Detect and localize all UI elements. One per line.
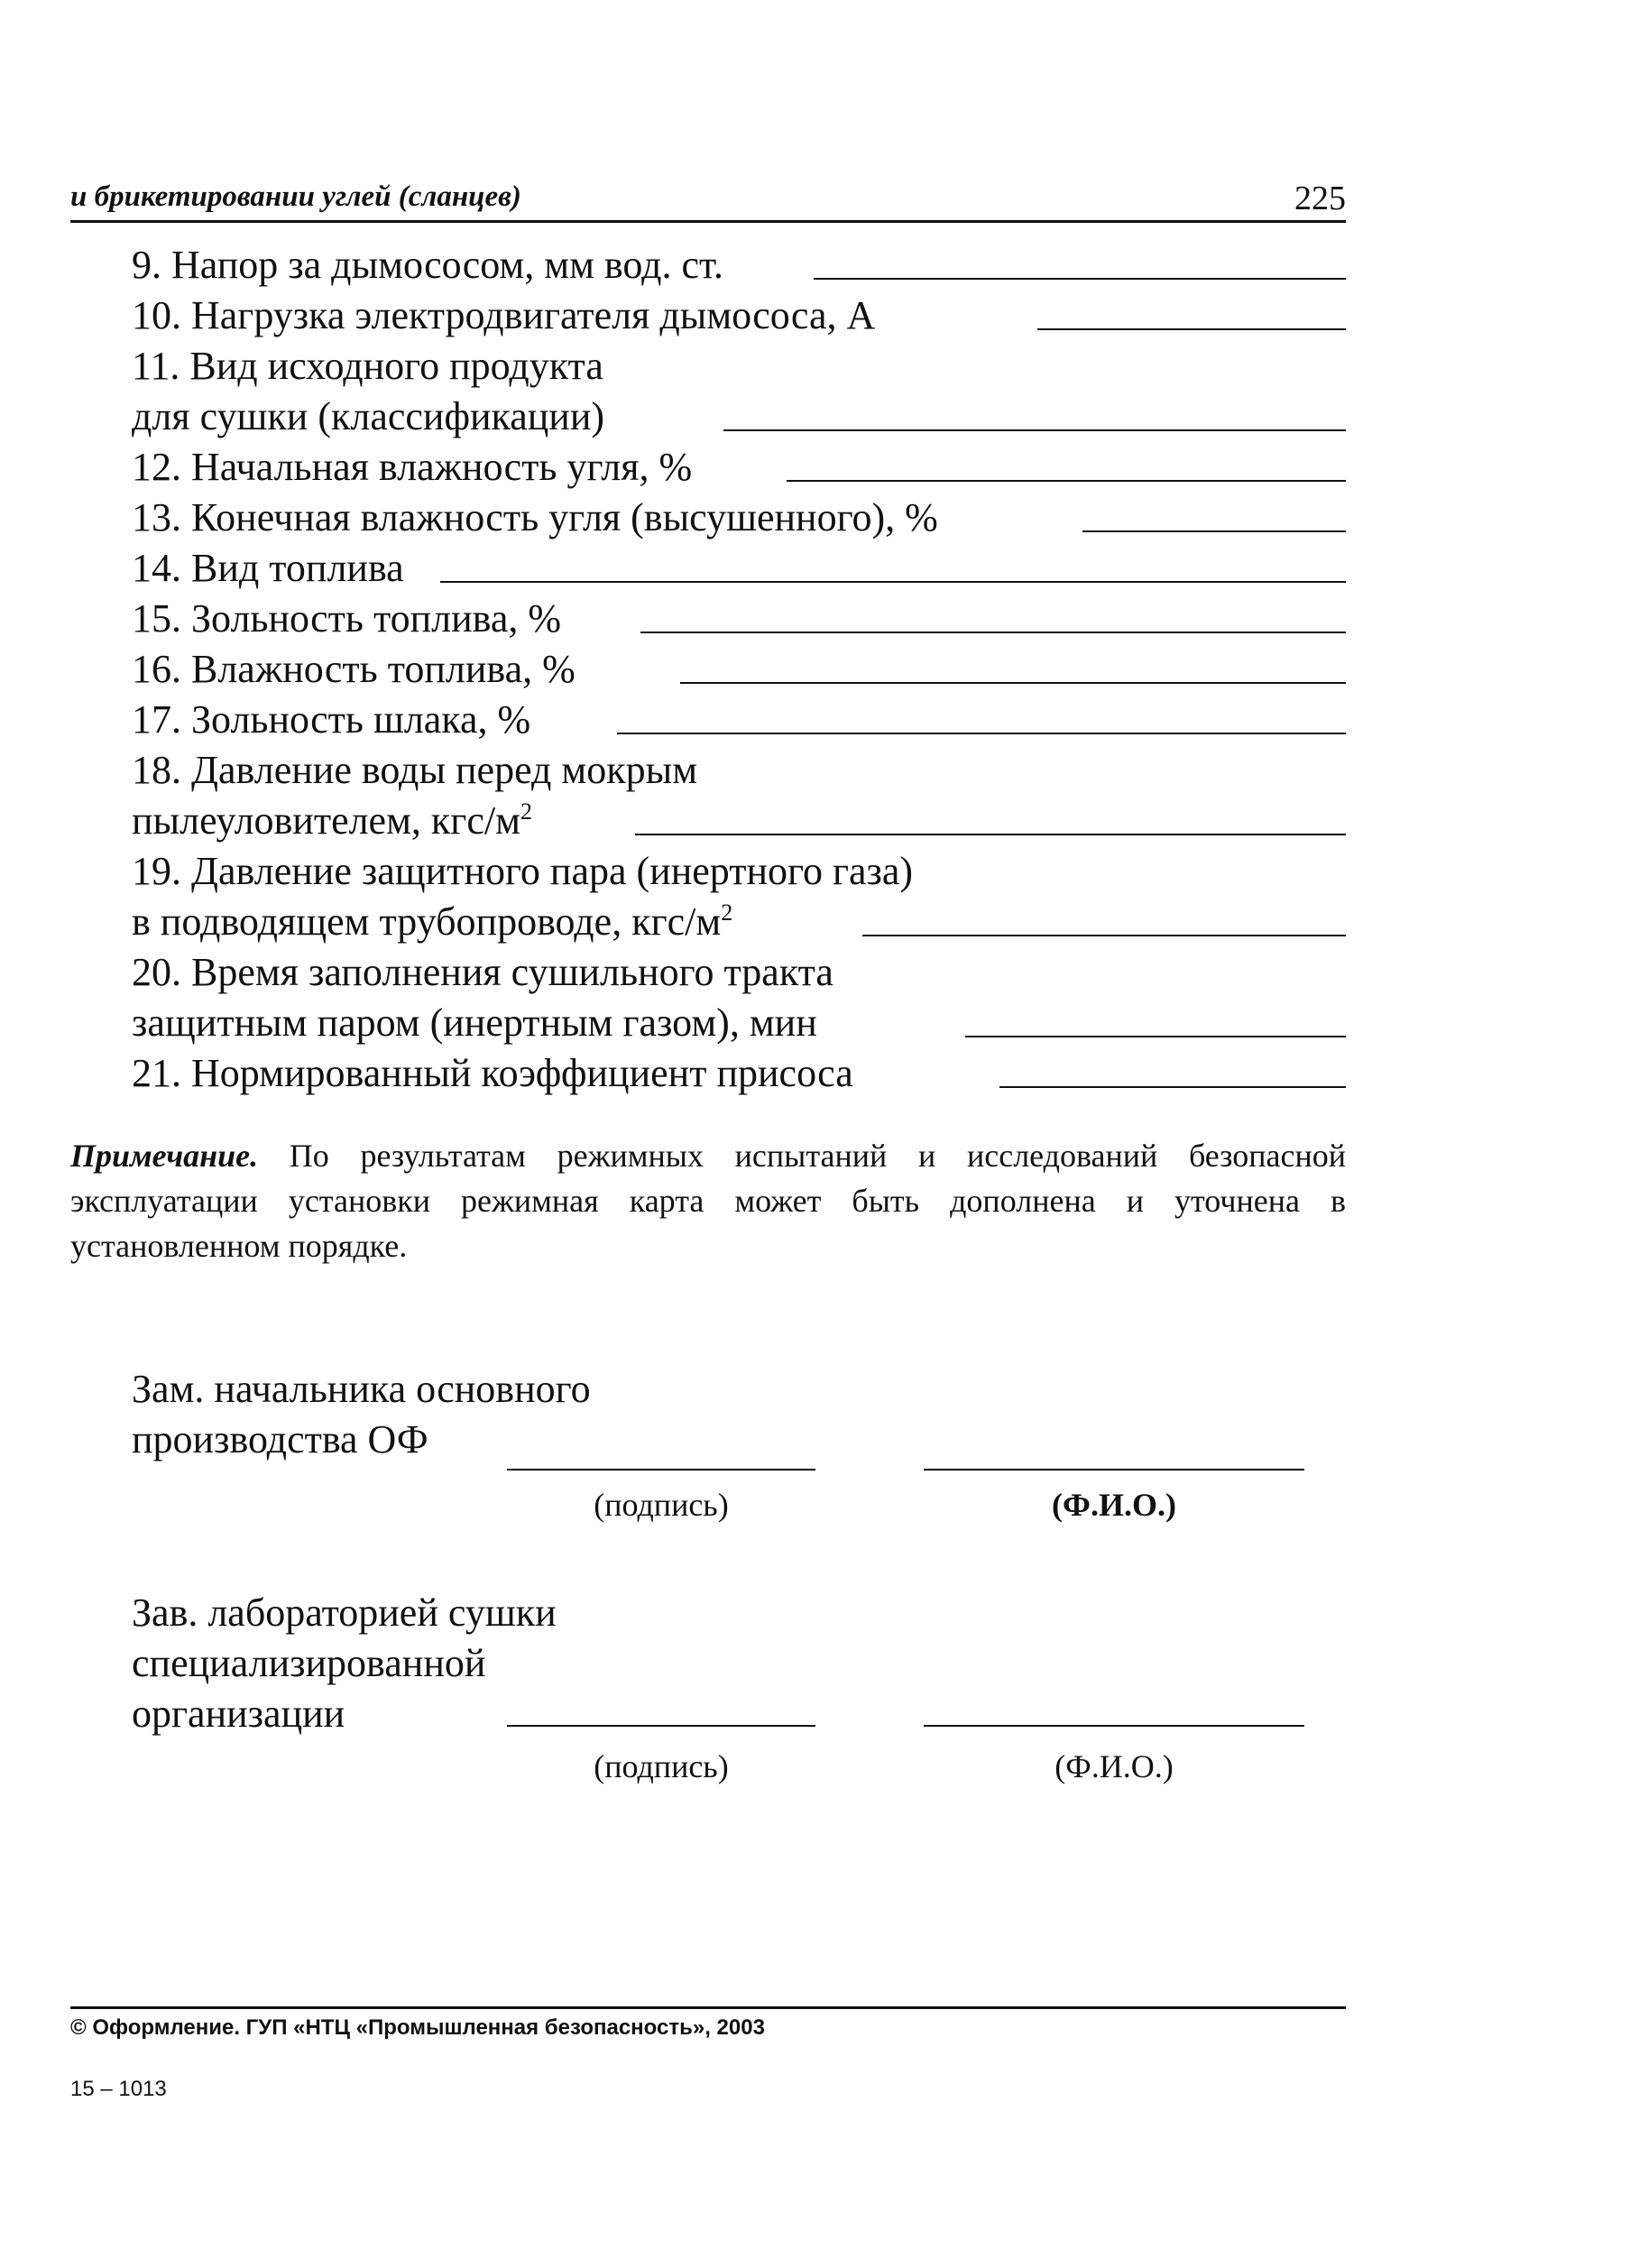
form-item-label: 15. Зольность топлива, % — [132, 596, 562, 641]
note-label: Примечание. — [70, 1138, 259, 1174]
form-item-label: 19. Давление защитного пара (инертного газа) — [132, 849, 914, 893]
note-paragraph — [70, 1133, 1346, 1268]
form-item-20-cont — [132, 998, 1346, 1048]
superscript: 2 — [721, 899, 733, 926]
fill-in-blank — [999, 1086, 1346, 1088]
page-number: 225 — [1294, 180, 1346, 217]
running-title: и брикетировании углей (сланцев) — [70, 180, 521, 213]
form-item-label: 13. Конечная влажность угля (высушенного), % — [132, 495, 938, 539]
signature-title-1: Зам. начальника основного производства ОФ — [132, 1367, 591, 1461]
fill-in-blank — [640, 632, 1346, 633]
form-item-13 — [132, 493, 1346, 543]
signature-mark: 15 – 1013 — [70, 2077, 167, 2101]
form-item-18-cont — [132, 796, 1346, 846]
name-caption-1: (Ф.И.О.) — [1052, 1487, 1176, 1523]
name-line-2 — [924, 1725, 1304, 1727]
fill-in-blank — [440, 581, 1346, 583]
fill-in-blank — [635, 834, 1346, 835]
form-item-label: 14. Вид топлива — [132, 546, 404, 590]
fill-in-blank — [814, 278, 1346, 280]
signature-title-2: Зав. лабораторией сушки специализированной организации — [132, 1590, 557, 1736]
copyright-notice: © Оформление. ГУП «НТЦ «Промышленная безопасность», 2003 — [70, 2015, 765, 2040]
fill-in-blank — [723, 429, 1346, 431]
signature-caption-2: (подпись) — [594, 1748, 729, 1784]
form-item-label: 11. Вид исходного продукта — [132, 344, 603, 388]
fill-in-blank — [965, 1036, 1346, 1037]
running-header — [70, 179, 1346, 223]
form-item-15 — [132, 594, 1346, 644]
signature-caption-1: (подпись) — [594, 1487, 729, 1523]
fill-in-blank — [787, 480, 1346, 482]
note-text: По результатам режимных испытаний и исследований безопасной эксплуатации установки режимная карта может быть дополнена и уточнена в установленном порядке. — [70, 1138, 1346, 1264]
form-items — [132, 240, 1346, 1099]
form-item-label: 20. Время заполнения сушильного тракта — [132, 950, 833, 994]
form-item-label: 9. Напор за дымососом, мм вод. ст. — [132, 243, 723, 287]
fill-in-blank — [862, 935, 1346, 936]
form-item-18 — [132, 745, 1346, 796]
form-item-label: пылеуловителем, кгс/$м^2$ — [132, 798, 532, 843]
form-item-17 — [132, 695, 1346, 745]
form-item-19 — [132, 846, 1346, 897]
form-item-11 — [132, 341, 1346, 392]
form-item-12 — [132, 442, 1346, 493]
form-item-label: для сушки (классификации) — [132, 394, 605, 438]
form-item-label: 16. Влажность топлива, % — [132, 647, 576, 691]
form-item-20 — [132, 947, 1346, 998]
form-item-label: 12. Начальная влажность угля, % — [132, 445, 693, 489]
form-item-label: 18. Давление воды перед мокрым — [132, 748, 698, 792]
superscript: 2 — [520, 798, 532, 825]
form-item-label: 10. Нагрузка электродвигателя дымососа, А — [132, 293, 876, 337]
form-item-label: защитным паром (инертным газом), мин — [132, 1000, 817, 1045]
signature-line-1 — [507, 1469, 815, 1471]
fill-in-blank — [1037, 328, 1346, 330]
form-item-19-cont — [132, 897, 1346, 947]
form-item-label: в подводящем трубопроводе, кгс/$м^2$ — [132, 899, 733, 944]
form-item-label: 17. Зольность шлака, % — [132, 697, 531, 742]
form-item-label: 21. Нормированный коэффициент присоса — [132, 1051, 853, 1095]
form-item-10 — [132, 290, 1346, 341]
form-item-9 — [132, 240, 1346, 290]
name-caption-2: (Ф.И.О.) — [1054, 1748, 1174, 1784]
fill-in-blank — [1082, 530, 1346, 532]
name-line-1 — [924, 1469, 1304, 1471]
form-item-21 — [132, 1048, 1346, 1099]
form-item-11-cont — [132, 392, 1346, 442]
form-item-14 — [132, 543, 1346, 594]
fill-in-blank — [680, 682, 1346, 684]
signature-line-2 — [507, 1725, 815, 1727]
form-item-16 — [132, 644, 1346, 695]
fill-in-blank — [617, 733, 1346, 734]
footer-divider — [70, 2006, 1346, 2009]
